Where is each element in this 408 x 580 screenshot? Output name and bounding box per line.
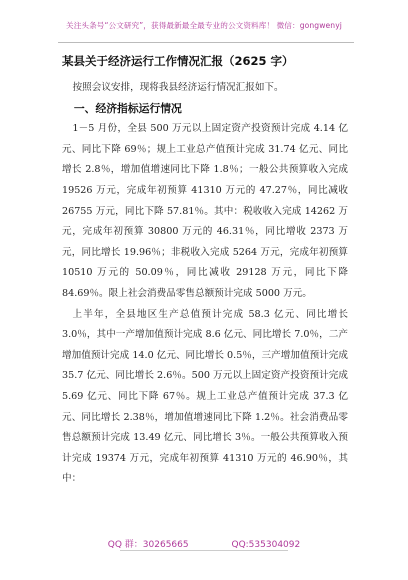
intro-paragraph: 按照会议安排，现将我县经济运行情况汇报如下。 bbox=[72, 82, 284, 93]
body-paragraph: 1－5 月份，全县 500 万元以上固定资产投资预计完成 4.14 亿元、同比下降 69％；规上工业总产值预计完成 31.74 亿元、同比增长 2.8％，增加值增速同比下降 1.8％；一般公共预算收入完成 19526 万元，完成年初预算 41310 万元的 47.27％，同比减收 26755 万元，同比下降 57.81％。其中：税收收入完成 14262 万元，完成年初预算 30800 万元的 46.31％，同比增收 2373 万元，同比增长 19.96％；非税收入完成 5264 万元，完成年初预算 10510 万元的 50.09％，同比减收 29128 万元，同比下降 84.69％。限上社会消费品零售总额预计完成 5000 万元。 bbox=[62, 123, 348, 299]
header-divider bbox=[58, 42, 354, 43]
document-title: 某县关于经济运行工作情况汇报（2625 字） bbox=[62, 54, 294, 68]
body-paragraph: 上半年，全县地区生产总值预计完成 58.3 亿元、同比增长 3.0％，其中一产增加值预计完成 8.6 亿元、同比增长 7.0％，二产增加值预计完成 14.0 亿元、同比增长 0.5％，三产增加值预计完成 35.7 亿元、同比增长 2.6％。500 万元以上固定资产投资预计完成 5.69 亿元、同比下降 67％。规上工业总产值预计完成 37.3 亿元、同比增长 2.38％，增加值增速同比下降 1.2％。社会消费品零售总额预计完成 13.49 亿元、同比增长 3％。一般公共预算收入预计完成 19374 万元，完成年初预算 41310 万元的 46.90％，其中： bbox=[62, 308, 348, 485]
footer-qq-group: QQ 群：30265665 bbox=[107, 540, 189, 550]
section-heading: 一、经济指标运行情况 bbox=[73, 101, 182, 115]
header-banner: 关注头条号“公文研究”，获得最新最全最专业的公文资料库！ 微信：gongwenyj bbox=[66, 21, 342, 30]
footer-qq: QQ:535304092 bbox=[231, 540, 301, 550]
footer-underline bbox=[120, 550, 288, 551]
footer bbox=[0, 537, 408, 550]
document-body bbox=[62, 78, 348, 490]
